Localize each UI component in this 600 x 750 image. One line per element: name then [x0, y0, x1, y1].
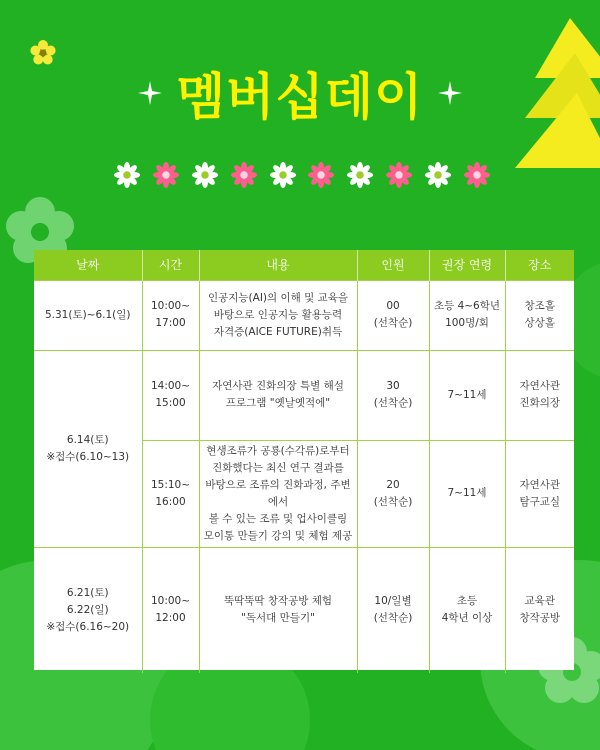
header-capacity: 인원 [357, 250, 429, 280]
cell-line: (선착순) [373, 317, 413, 329]
flower-icon [462, 160, 492, 190]
cell-age: 7~11세 [429, 350, 505, 440]
cell-place [505, 547, 574, 673]
cell-line: 바탕으로 조류의 진화과정, 주변에서 [205, 478, 351, 508]
cell-content [199, 547, 357, 673]
header-date: 날짜 [34, 250, 142, 280]
cell-line: 상상홀 [524, 317, 555, 329]
cell-date [34, 350, 142, 547]
flower-icon [423, 160, 453, 190]
cell-line: 6.21(토) [66, 586, 109, 599]
table-row [34, 350, 574, 440]
cell-age [429, 547, 505, 673]
flower-icon [151, 160, 181, 190]
table-header-row [34, 250, 574, 280]
cell-line: 16:00 [155, 495, 186, 508]
cell-line: ※접수(6.10~13) [46, 450, 130, 463]
cell-line: 17:00 [155, 317, 186, 329]
page-title: 멤버십데이 [176, 68, 424, 126]
flower-icon [345, 160, 375, 190]
cell-line: 프로그램 "옛날옛적에" [225, 397, 331, 409]
cell-line: 초등 4~6학년 [433, 300, 501, 312]
cell-line: 6.22(일) [66, 603, 109, 616]
cell-date [34, 547, 142, 673]
flower-icon [384, 160, 414, 190]
cell-line: 진화했다는 최신 연구 결과를 [212, 461, 344, 474]
cell-line: 14:00~ [150, 380, 191, 392]
cell-time [142, 280, 199, 350]
flower-icon [112, 160, 142, 190]
cell-age: 7~11세 [429, 440, 505, 547]
cell-place [505, 440, 574, 547]
table-row [34, 547, 574, 673]
cell-line: 10/일별 [374, 595, 412, 608]
cell-time [142, 547, 199, 673]
cell-age [429, 280, 505, 350]
header-time: 시간 [142, 250, 199, 280]
cell-line: 바탕으로 인공지능 활용능력 [213, 308, 343, 321]
cell-line: 인공지능(AI)의 이해 및 교육을 [207, 291, 349, 304]
cell-line: 창조홀 [524, 300, 555, 312]
cell-capacity [357, 280, 429, 350]
cell-line: 모이통 만들기 강의 및 체험 제공 [203, 529, 353, 542]
sparkle-icon [437, 80, 463, 106]
sparkle-icon [137, 80, 163, 106]
cell-line: 15:10~ [150, 478, 191, 491]
cell-line: 10:00~ [150, 595, 191, 608]
cell-date: 5.31(토)~6.1(일) [34, 280, 142, 350]
cell-capacity [357, 547, 429, 673]
header-place: 장소 [505, 250, 574, 280]
cell-time [142, 350, 199, 440]
flower-icon [268, 160, 298, 190]
cell-place [505, 280, 574, 350]
cell-content [199, 350, 357, 440]
cell-line: 자연사관 [519, 478, 561, 491]
cell-line: 탐구교실 [519, 495, 561, 508]
flower-icon [306, 160, 336, 190]
flower-icon [229, 160, 259, 190]
cell-line: 뚝딱뚝딱 창작공방 체험 [223, 595, 333, 608]
cell-line: (선착순) [373, 495, 413, 508]
cell-line: 진화의장 [519, 397, 561, 409]
cell-line: (선착순) [373, 612, 413, 625]
cell-line: 20 [386, 478, 400, 491]
flower-row [112, 158, 492, 192]
cell-line: 초등 [456, 595, 478, 608]
header-age: 권장 연령 [429, 250, 505, 280]
cell-line: (선착순) [373, 397, 413, 409]
cell-line: "독서대 만들기" [241, 612, 315, 625]
cell-place [505, 350, 574, 440]
table-row [34, 280, 574, 350]
cell-line: 4학년 이상 [441, 612, 493, 625]
cell-time [142, 440, 199, 547]
cell-line: 30 [386, 380, 400, 392]
cell-line: 자연사관 [519, 380, 561, 392]
title-area [0, 58, 600, 128]
cell-line: 12:00 [155, 612, 186, 625]
cell-line: 자연사관 진화의장 특별 해설 [212, 380, 344, 392]
cell-line: 10:00~ [150, 300, 191, 312]
header-content: 내용 [199, 250, 357, 280]
schedule-table [34, 250, 574, 670]
cell-capacity [357, 440, 429, 547]
cell-line: 교육관 [524, 595, 555, 608]
cell-line: 15:00 [155, 397, 186, 409]
cell-line: 볼 수 있는 조류 및 업사이클링 [208, 512, 348, 525]
cell-line: 00 [386, 300, 400, 312]
cell-line: 창작공방 [519, 612, 561, 625]
cell-line: 6.14(토) [66, 433, 109, 446]
cell-line: 100명/회 [445, 317, 489, 329]
cell-line: ※접수(6.16~20) [46, 620, 130, 633]
cell-line: 자격증(AICE FUTURE)취득 [213, 325, 343, 338]
cell-line: 현생조류가 공룡(수각류)로부터 [206, 444, 350, 457]
cell-capacity [357, 350, 429, 440]
flower-icon [190, 160, 220, 190]
cell-content [199, 440, 357, 547]
cell-content [199, 280, 357, 350]
